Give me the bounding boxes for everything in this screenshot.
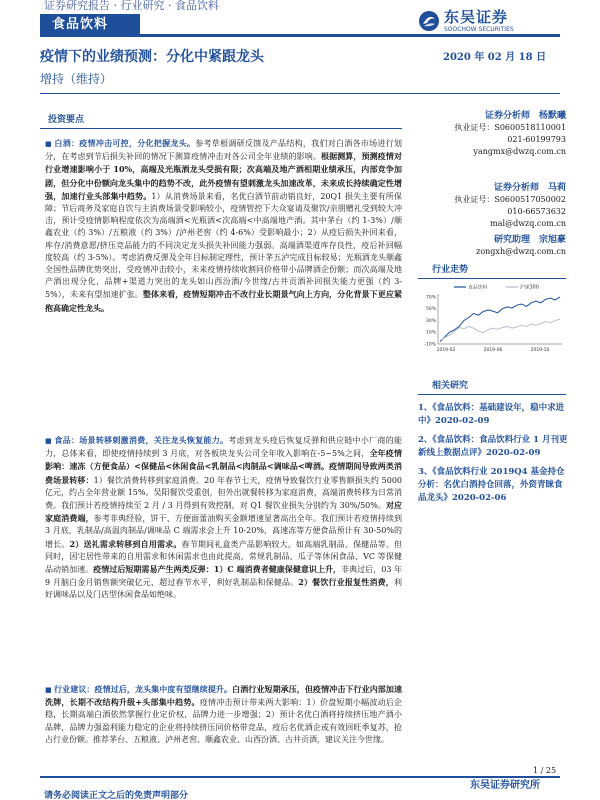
analyst-phone: 010-66573632 [507, 207, 566, 216]
para-bold: 疫情过后短期需易产生两类反弹：1）C 端消费者健康保健意识上升， [93, 564, 342, 575]
analyst-license: 执业证号：S0600517050002 [454, 195, 566, 204]
para-text: 利好调味品以及门店型休闲食品如绝味。 [45, 578, 402, 600]
para-lead: 食品：场景转移刺激消费，关注龙头恢复能力。 [54, 435, 229, 445]
report-date: 2020 年 02 月 18 日 [443, 52, 547, 63]
analyst-email[interactable]: yangmx@dwzq.com.cn [473, 147, 566, 156]
x-tick-label: 2019-10 [530, 348, 550, 353]
x-tick-label: 2019-06 [483, 348, 503, 353]
title-rule [40, 93, 560, 94]
legend-label: 沪深300 [520, 285, 539, 291]
analyst-role: 研究助理 宗旭豪 [493, 235, 566, 245]
sector-label: 食品饮料 [52, 17, 109, 32]
header-rule [40, 34, 560, 37]
logo-text-cn: 东吴证券 [444, 8, 509, 26]
series-line-1 [440, 297, 560, 342]
related-heading: 相关研究 [432, 381, 469, 391]
para-bold: 2）餐饮行业报复性消费， [298, 577, 394, 588]
analyst-role: 证券分析师 马莉 [493, 183, 566, 193]
para-text: 非典过后，03 年 9 月脑白金月销售额突破亿元，超过春节水平，利好乳制品和保健品。 [45, 565, 403, 588]
logo-text-en: SOOCHOW SECURITIES [444, 26, 514, 33]
related-item[interactable]: 2、《食品饮料：食品饮料行业 1 月刊更新线上数据点评》2020-02-09 [418, 435, 568, 458]
y-tick-label: 10% [425, 330, 436, 336]
para-text: 1）从消费场景来看，名优白酒节前动销良好，20Q1 损失主要有所保障；节后商务及家庭自饮与主消费场景受影响较小，疫情管控下大众宴请及聚饮/亲朋赠礼受到较大冲击，预计受疫情影响程度依次为高端酒<光瓶酒<次高端<中高端地产酒。其中茅台（约 1-3%）/顺鑫农业（约 3%）/五粮液（约 3%）/泸州老窖（约 4-6%）受影响最小；2）从疫后损失补回来看，库存/消费意愿/挤压竞品能力的不同决定龙头损失补回能力强弱。高端酒渠道库存良性，疫后补回幅度较高（约 3-5%）。考虑消费反弹及全年目标制定理性，预计茅五泸完成目标较易；光瓶酒龙头顺鑫全国性品牌优势突出，受疫情冲击较小，未来疫情持续收割同价格带小品牌酒企份额；而次高端及地产酒出现分化，品牌+渠道力突出的龙头如山西汾酒/今世缘/古井贡酒补回损失能力更强（约 3-5%），未来有望加速扩张。 [45, 191, 402, 300]
trend-rule [418, 278, 566, 279]
analyst-role: 证券分析师 杨默曦 [484, 111, 566, 121]
series-line-2 [440, 319, 560, 340]
paragraph-food [45, 434, 402, 602]
bullet-icon: ■ [45, 686, 55, 694]
analyst-zong [418, 234, 566, 258]
para-text: 1）餐饮消费转移到家庭消费。20 年春节七天，疫情导致餐饮行业零售额损失约 5000 亿元，约占全年营业额 15%。吴阳餐饮受重创，但外出就餐转移为家庭消费，高端消费转移为日常消费。我们预计若疫情持续至 2 月 / 3 月得到有效控制，对 Q1 餐饮业损失分别约为 30%/50%。 [45, 475, 403, 511]
y-tick-label: 70% [425, 295, 436, 301]
trend-heading: 行业走势 [432, 265, 469, 275]
paragraph-baijiu [45, 137, 402, 315]
sector-tab [40, 14, 140, 35]
key-points-heading: 投资要点 [48, 115, 85, 125]
paragraph-recommendation [45, 683, 402, 746]
y-tick-label: 30% [425, 318, 436, 324]
analyst-phone: 021-60199793 [507, 135, 566, 144]
para-text: 参考非典经验，饼干、方便面蕾油购买金额增速显著高出全年。我们预计若疫情持续到 3 月底，乳制品/高温肉制品/调味品 C 端需求会上升 10-20%，高速冻等方便食品预计有 30-50%的增长。 [45, 514, 403, 549]
footer-rule [40, 776, 560, 778]
legend-label: 食品饮料 [468, 285, 488, 291]
para-lead: 行业建议：疫情过后，龙头集中度有望继续提升。 [54, 684, 233, 694]
bullet-icon: ■ [45, 140, 55, 148]
y-tick-label: -10% [424, 342, 436, 348]
analyst-yang [418, 110, 566, 158]
related-rule [418, 394, 566, 395]
logo-mark-icon [418, 10, 440, 32]
analyst-license: 执业证号：S0600518110001 [454, 123, 566, 132]
disclaimer: 请务必阅读正文之后的免责声明部分 [44, 791, 189, 800]
footer-company: 东吴证券研究所 [470, 780, 540, 791]
company-logo [418, 8, 568, 34]
related-item[interactable]: 1、《食品饮料：基础建设年，稳中求进中》2020-02-09 [418, 403, 565, 426]
report-title: 疫情下的业绩预测：分化中紧跟龙头 [40, 49, 264, 65]
key-points-rule [40, 128, 402, 129]
para-text: 考虑到龙头疫后恢复反弹和供应链中小厂商的能力，总体来看，即使疫情持续到 3 月底，对各板块龙头公司全年收入影响在-5~5%之间， [45, 436, 402, 459]
rating: 增持（维持） [40, 72, 113, 86]
para-bold: 2）送礼需求转移到自用需求。 [69, 538, 182, 549]
breadcrumb: 证券研究报告 · 行业研究 · 食品饮料 [44, 0, 219, 12]
analyst-ma [418, 182, 566, 230]
para-bold: 白酒行业短期承压，但疫情冲击下行业内部加速洗牌，长期不改结构升级+头部集中趋势。 [45, 684, 402, 708]
para-bold: 全年疫情影响：速冻（方便食品）<保健品<休闲食品<乳制品<肉制品<调味品<啤酒。疫情期间导致两类消费场景转移： [45, 448, 402, 485]
analyst-email[interactable]: mal@dwzq.com.cn [490, 219, 566, 228]
para-bold: 整体来看，疫情短期冲击不改行业长期景气向上方向，分化背景下更应紧抱高确定性龙头。 [45, 289, 402, 313]
industry-trend-chart [418, 282, 566, 358]
para-text: 春节期间礼盒类产品影响较大，如高端乳制品、保健品等。但同时，因宅居性带来的自用需求和休闲需求也由此提高，常规乳制品、瓜子等休闲食品、VC 等保健品动销加速。 [45, 539, 403, 575]
para-bold: 对应家庭消费端， [45, 500, 402, 524]
page-number: 1 / 25 [533, 766, 557, 775]
para-bold: 根据测算，预测疫情对行业增速影响小于 10%，高端及光瓶酒龙头受损有限；次高端及地产酒相期业绩承压，内部竞争加剧，但分化中份额向龙头集中的趋势不改，此外疫情有望刺激龙头加速改革，未来成长持续确定性增强，加速行业头部集中趋势。 [45, 151, 402, 201]
related-list [418, 402, 568, 511]
para-text: 疫情冲击预计带来两大影响：1）价盘短期小幅波动后企稳，长期高端白酒依然掌握行业定价权，品牌力进一步增强；2）预计名优白酒将持续挤压地产酒小品牌，品牌力强盈利能力稳定的企业将持续挤压同价格带竞品，疫后名优酒企或有效回旺季复苏，抢占行业份额。推荐茅台、五粮液、泸州老窖、顺鑫农业、山西汾酒、古井贡酒，建议关注今世缘。 [45, 698, 403, 744]
y-tick-label: 50% [425, 307, 436, 313]
analyst-email[interactable]: zongxh@dwzq.com.cn [476, 247, 566, 256]
related-item[interactable]: 3、《食品饮料行业 2019Q4 基金持仓分析：名优白酒持仓回落，外资青睐食品龙头》2020-02-06 [418, 467, 565, 503]
x-tick-label: 2019-02 [436, 348, 456, 353]
para-lead: 白酒：疫情冲击可控，分化把握龙头。 [54, 138, 196, 148]
bullet-icon: ■ [45, 437, 55, 445]
para-text: 参考草根调研反馈及产品结构，我们对白酒各市场进行划分，在考虑到节后损失补回的情况下测算疫情冲击对各公司全年业绩的影响。 [45, 139, 403, 162]
